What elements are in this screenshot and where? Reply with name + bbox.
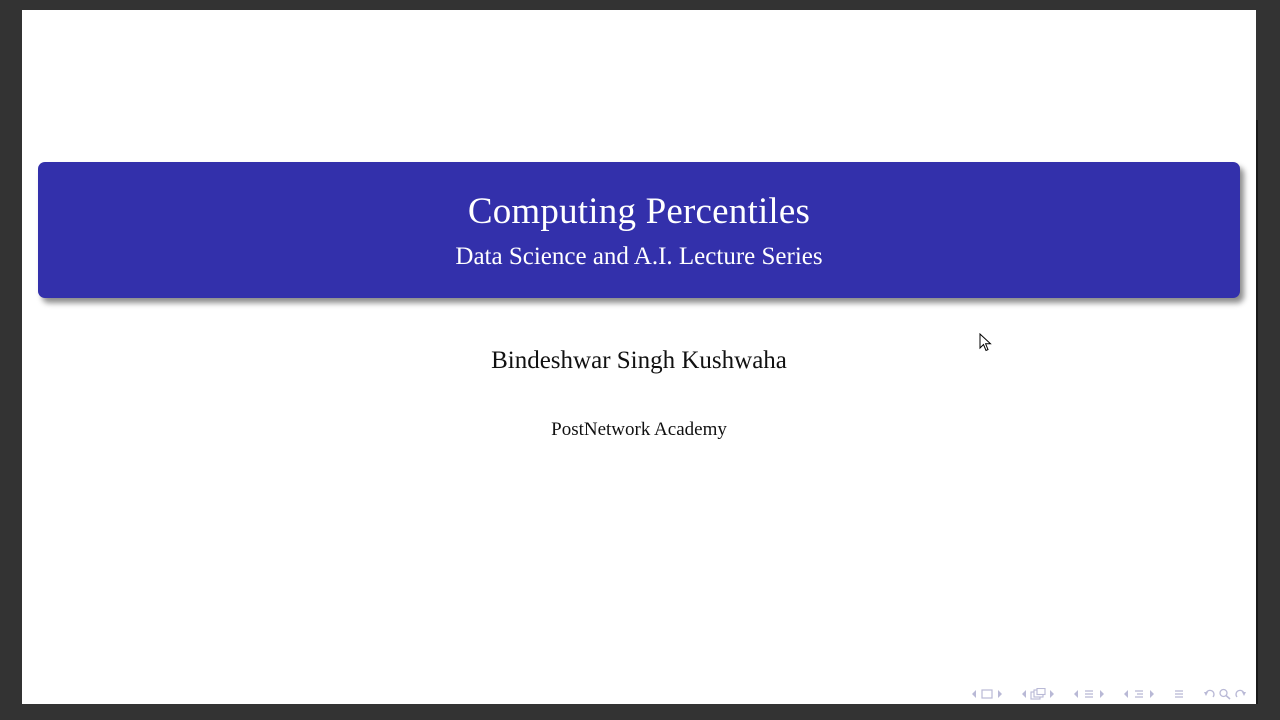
search-nav[interactable] [1202,688,1248,700]
frame-nav-icon[interactable] [980,688,994,700]
mouse-cursor-icon [979,333,993,353]
section-nav-icon[interactable] [1082,688,1096,700]
document-nav-icon[interactable] [1132,688,1146,700]
title-box [38,162,1240,298]
appendix-nav-icon[interactable] [1172,688,1186,700]
prev-document-icon[interactable] [1122,689,1130,699]
beamer-navigation-bar [958,686,1248,702]
subsection-nav-icon[interactable] [1030,688,1046,700]
back-icon[interactable] [1202,688,1216,700]
slide [22,10,1256,704]
next-section-icon[interactable] [1098,689,1106,699]
institute-name: PostNetwork Academy [551,419,727,440]
prev-section-icon[interactable] [1072,689,1080,699]
prev-frame-icon[interactable] [970,689,978,699]
frame-nav[interactable] [970,688,1004,700]
forward-icon[interactable] [1234,688,1248,700]
search-icon[interactable] [1218,688,1232,700]
slide-subtitle: Data Science and A.I. Lecture Series [455,243,823,270]
subsection-nav[interactable] [1020,688,1056,700]
appendix-nav[interactable] [1172,688,1186,700]
document-nav[interactable] [1122,688,1156,700]
next-frame-icon[interactable] [996,689,1004,699]
slide-title: Computing Percentiles [467,191,811,232]
next-document-icon[interactable] [1148,689,1156,699]
author-name: Bindeshwar Singh Kushwaha [491,347,787,374]
section-nav[interactable] [1072,688,1106,700]
viewer-edge [1256,120,1258,704]
next-subsection-icon[interactable] [1048,689,1056,699]
prev-subsection-icon[interactable] [1020,689,1028,699]
